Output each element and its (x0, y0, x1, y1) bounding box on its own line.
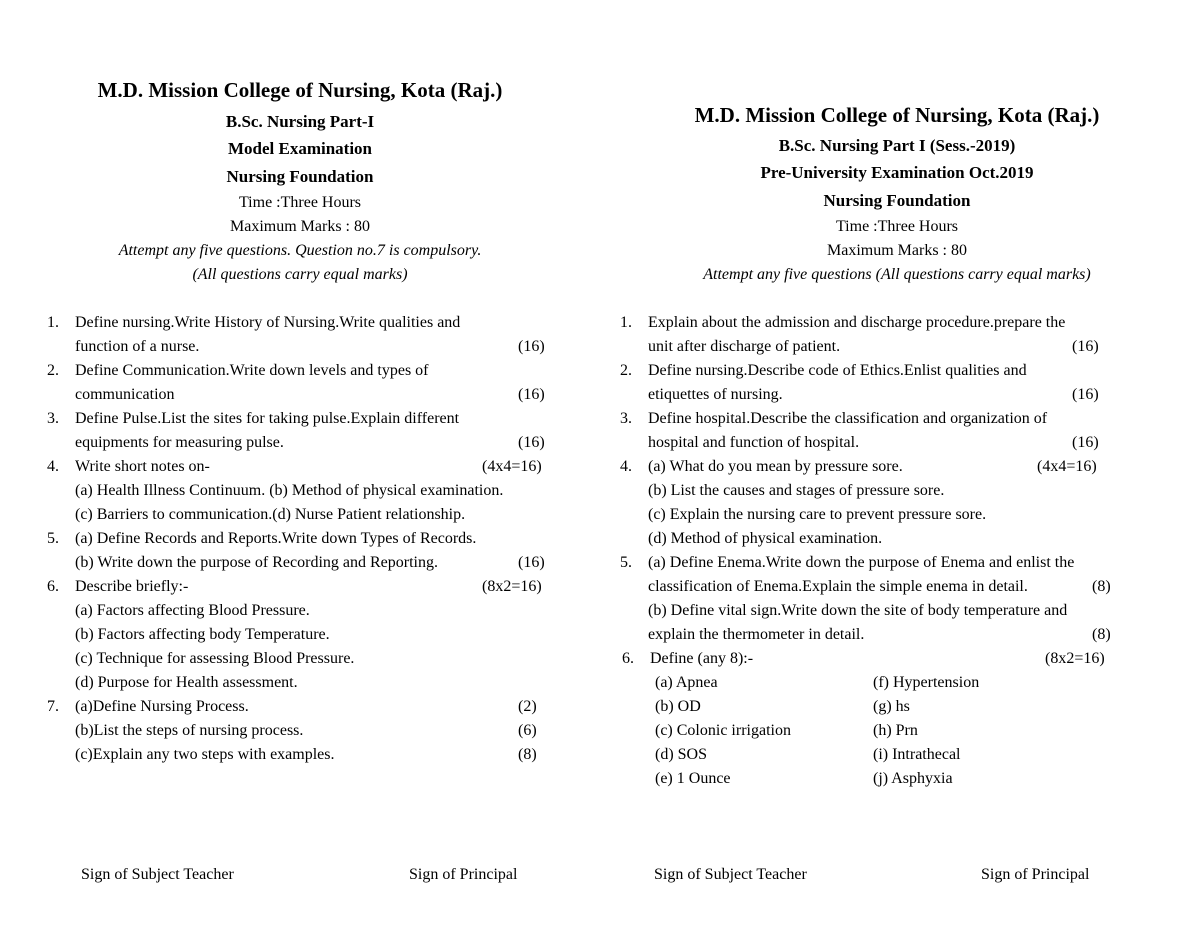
college-title: M.D. Mission College of Nursing, Kota (Raj.) (97, 78, 503, 102)
question-text: unit after discharge of patient. (648, 338, 841, 355)
question-marks: (16) (1072, 386, 1099, 403)
question-marks: (6) (518, 722, 537, 739)
term-item: (j) Asphyxia (873, 770, 953, 787)
question-text: (c) Technique for assessing Blood Pressure. (75, 650, 355, 667)
subject-title: Nursing Foundation (226, 167, 374, 186)
question-text: function of a nurse. (75, 338, 200, 355)
max-marks: Maximum Marks : 80 (827, 242, 967, 259)
question-text: explain the thermometer in detail. (648, 626, 865, 643)
subject-title: Nursing Foundation (823, 191, 971, 210)
question-number: 3. (620, 410, 632, 427)
question-text: (c) Explain the nursing care to prevent pressure sore. (648, 506, 987, 523)
question-marks: (8x2=16) (482, 578, 542, 595)
question-number: 6. (622, 650, 634, 667)
question-marks: (2) (518, 698, 537, 715)
question-text: (b)List the steps of nursing process. (75, 722, 304, 739)
question-text: Explain about the admission and discharge procedure.prepare the (648, 314, 1066, 331)
term-item: (c) Colonic irrigation (655, 722, 791, 739)
college-title: M.D. Mission College of Nursing, Kota (Raj.) (694, 103, 1100, 127)
term-item: (b) OD (655, 698, 701, 715)
exam-title: Model Examination (227, 139, 373, 158)
question-number: 4. (620, 458, 632, 475)
question-marks: (8x2=16) (1045, 650, 1105, 667)
question-text: (a) Factors affecting Blood Pressure. (75, 602, 310, 619)
max-marks: Maximum Marks : 80 (230, 218, 370, 235)
question-marks: (16) (518, 554, 545, 571)
question-text: Define Communication.Write down levels and types of (75, 362, 429, 379)
term-item: (h) Prn (873, 722, 918, 739)
question-number: 2. (47, 362, 59, 379)
question-text: (b) Define vital sign.Write down the site of body temperature and (648, 602, 1068, 619)
question-text: (d) Purpose for Health assessment. (75, 674, 298, 691)
time-info: Time :Three Hours (835, 218, 959, 235)
question-text: (b) Factors affecting body Temperature. (75, 626, 330, 643)
term-item: (g) hs (873, 698, 910, 715)
question-number: 2. (620, 362, 632, 379)
question-text: classification of Enema.Explain the simple enema in detail. (648, 578, 1028, 595)
question-number: 4. (47, 458, 59, 475)
question-text: (d) Method of physical examination. (648, 530, 883, 547)
instruction: Attempt any five questions (All questions carry equal marks) (703, 266, 1091, 283)
question-text: Define nursing.Write History of Nursing.Write qualities and (75, 314, 461, 331)
question-text: (b) Write down the purpose of Recording and Reporting. (75, 554, 438, 571)
question-text: (a) Define Records and Reports.Write down Types of Records. (75, 530, 477, 547)
time-info: Time :Three Hours (238, 194, 362, 211)
question-marks: (8) (1092, 626, 1111, 643)
question-text: (a) What do you mean by pressure sore. (648, 458, 903, 475)
question-marks: (16) (1072, 434, 1099, 451)
question-text: equipments for measuring pulse. (75, 434, 284, 451)
question-number: 1. (620, 314, 632, 331)
question-text: Define (any 8):- (650, 650, 754, 667)
term-item: (a) Apnea (655, 674, 718, 691)
question-marks: (16) (518, 386, 545, 403)
question-marks: (16) (518, 338, 545, 355)
question-text: (c) Barriers to communication.(d) Nurse Patient relationship. (75, 506, 466, 523)
instruction-note: (All questions carry equal marks) (192, 266, 408, 283)
question-marks: (16) (518, 434, 545, 451)
question-text: (c)Explain any two steps with examples. (75, 746, 335, 763)
question-marks: (8) (518, 746, 537, 763)
question-text: Define hospital.Describe the classification and organization of (648, 410, 1048, 427)
question-number: 1. (47, 314, 59, 331)
course-title: B.Sc. Nursing Part-I (225, 112, 375, 131)
question-number: 5. (620, 554, 632, 571)
question-text: etiquettes of nursing. (648, 386, 783, 403)
question-text: hospital and function of hospital. (648, 434, 860, 451)
question-text: (a) Health Illness Continuum. (b) Method of physical examination. (75, 482, 504, 499)
question-marks: (4x4=16) (1037, 458, 1097, 475)
question-marks: (16) (1072, 338, 1099, 355)
sign-principal: Sign of Principal (409, 866, 518, 883)
sign-subject-teacher: Sign of Subject Teacher (81, 866, 234, 883)
term-item: (f) Hypertension (873, 674, 980, 691)
course-title: B.Sc. Nursing Part I (Sess.-2019) (778, 136, 1016, 155)
question-marks: (8) (1092, 578, 1111, 595)
question-number: 7. (47, 698, 59, 715)
question-text: (a)Define Nursing Process. (75, 698, 249, 715)
question-text: Define nursing.Describe code of Ethics.Enlist qualities and (648, 362, 1027, 379)
question-text: (b) List the causes and stages of pressure sore. (648, 482, 945, 499)
question-number: 3. (47, 410, 59, 427)
question-number: 6. (47, 578, 59, 595)
term-item: (e) 1 Ounce (655, 770, 731, 787)
sign-principal: Sign of Principal (981, 866, 1090, 883)
term-item: (i) Intrathecal (873, 746, 961, 763)
question-number: 5. (47, 530, 59, 547)
question-text: (a) Define Enema.Write down the purpose of Enema and enlist the (648, 554, 1075, 571)
question-text: communication (75, 386, 175, 403)
question-text: Describe briefly:- (75, 578, 189, 595)
sign-subject-teacher: Sign of Subject Teacher (654, 866, 807, 883)
term-item: (d) SOS (655, 746, 708, 763)
question-marks: (4x4=16) (482, 458, 542, 475)
question-text: Define Pulse.List the sites for taking pulse.Explain different (75, 410, 460, 427)
question-text: Write short notes on- (75, 458, 210, 475)
instruction: Attempt any five questions. Question no.7 is compulsory. (118, 242, 482, 259)
exam-title: Pre-University Examination Oct.2019 (760, 163, 1034, 182)
